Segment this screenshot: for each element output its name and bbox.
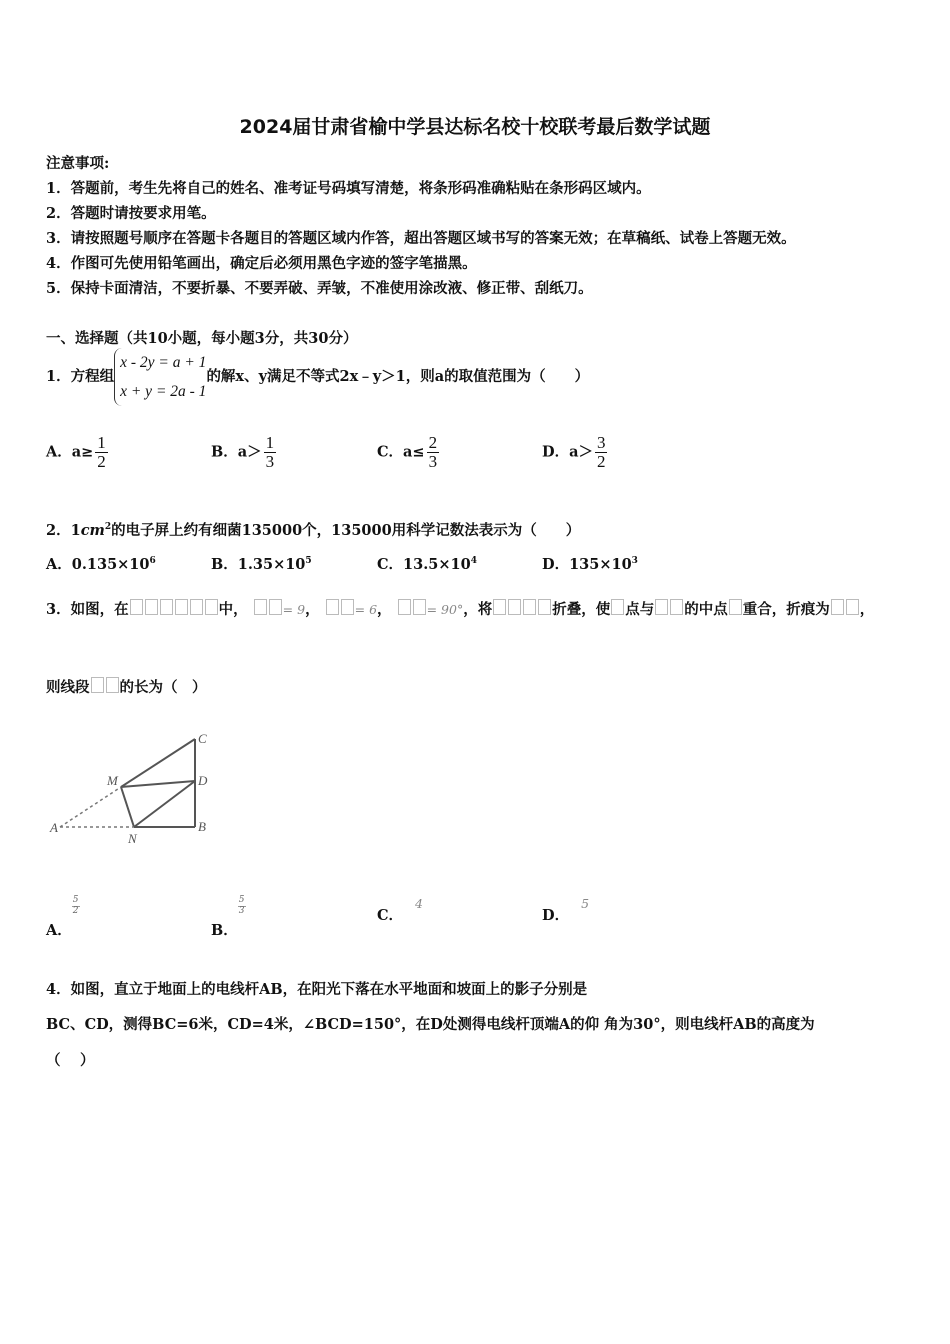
label-d: D — [198, 773, 208, 788]
denominator: 2 — [97, 451, 106, 471]
q3-option-a — [46, 896, 80, 940]
missing-glyph — [493, 599, 506, 615]
numerator: 3 — [596, 433, 606, 452]
denominator: 3 — [428, 451, 438, 471]
q3-text: 点与 — [625, 601, 655, 618]
notice-item: 3．请按照题号顺序在答题卡各题目的答题区域内作答，超出答题区域书写的答案无效；在草稿纸、试卷上答题无效。 — [46, 230, 796, 247]
exponent: 4 — [470, 556, 477, 566]
question-4-line3: （ ） — [46, 1052, 95, 1069]
missing-glyph — [341, 599, 354, 615]
notice-item: 1．答题前，考生先将自己的姓名、准考证号码填写清楚，将条形码准确粘贴在条形码区域内。 — [46, 180, 651, 197]
unit: cm — [80, 522, 105, 539]
segment-md — [121, 781, 195, 787]
option-label: C．13.5×10 — [377, 556, 471, 573]
segment-mc — [121, 739, 195, 787]
q2-option-d — [542, 553, 638, 574]
question-4: 4．如图，直立于地面上的电线杆AB，在阳光下落在水平地面和坡面上的影子分别是 — [46, 981, 588, 998]
fraction — [264, 434, 277, 471]
exponent: 5 — [305, 556, 312, 566]
missing-glyph — [523, 599, 536, 615]
q1-option-b — [211, 434, 276, 471]
q3-text: 3．如图，在 — [46, 601, 129, 618]
q3-option-d — [542, 896, 589, 925]
q3-text: 重合，折痕为 — [742, 601, 830, 618]
option-label: D．a＞ — [542, 443, 593, 461]
fraction — [427, 434, 440, 471]
section-heading: 一、选择题（共10小题，每小题3分，共30分） — [46, 330, 358, 347]
q3-option-c — [377, 896, 423, 925]
missing-glyph — [413, 599, 426, 615]
notice-item: 4．作图可先使用铅笔画出，确定后必须用黑色字迹的签字笔描黑。 — [46, 255, 477, 272]
notice-heading: 注意事项: — [46, 155, 110, 172]
missing-glyph — [611, 599, 624, 615]
question-1 — [46, 348, 589, 406]
equation-1: x - 2y = a + 1 — [120, 354, 207, 371]
missing-glyph — [145, 599, 158, 615]
missing-glyph — [538, 599, 551, 615]
numerator: 2 — [428, 433, 438, 452]
question-3-line2 — [46, 676, 207, 697]
denominator: 3 — [238, 905, 245, 916]
option-label: A．a≥ — [46, 443, 94, 461]
equation-system — [114, 348, 206, 406]
missing-glyph — [175, 599, 188, 615]
math-value: = 90° — [426, 602, 464, 617]
math-value: = 9 — [282, 602, 306, 617]
missing-glyph — [398, 599, 411, 615]
denominator: 2 — [596, 451, 606, 471]
notice-item: 5．保持卡面清洁，不要折暴、不要弄破、弄皱，不准使用涂改液、修正带、刮纸刀。 — [46, 280, 593, 297]
missing-glyph — [130, 599, 143, 615]
fraction — [72, 896, 80, 917]
missing-glyph — [729, 599, 742, 615]
label-n: N — [128, 831, 137, 846]
label-m: M — [107, 773, 118, 788]
missing-glyph — [670, 599, 683, 615]
label-c: C — [198, 731, 207, 746]
label-b: B — [198, 819, 206, 834]
missing-glyph — [269, 599, 282, 615]
missing-glyph — [326, 599, 339, 615]
q3-text: 的中点 — [684, 601, 728, 618]
missing-glyph — [160, 599, 173, 615]
segment-am — [60, 787, 121, 827]
question-2 — [46, 519, 580, 540]
triangle-figure — [44, 725, 224, 850]
q2-option-c — [377, 553, 477, 574]
missing-glyph — [254, 599, 267, 615]
q2-prefix: 2．1 — [46, 522, 81, 539]
q3-text: 的长为（ ） — [119, 679, 207, 696]
missing-glyph — [508, 599, 521, 615]
math-value: = 6 — [354, 602, 378, 617]
numerator: 1 — [97, 433, 106, 452]
q1-suffix: 的解x、y满足不等式2x﹣y＞1，则a的取值范围为（ ） — [206, 368, 590, 385]
option-label: C．a≤ — [377, 443, 425, 461]
missing-glyph — [831, 599, 844, 615]
segment-mn — [121, 787, 134, 827]
denominator: 2 — [72, 905, 79, 916]
option-label: B．a＞ — [211, 443, 262, 461]
option-label: B． — [211, 921, 238, 939]
numerator: 5 — [238, 895, 245, 905]
equation-2: x + y = 2a - 1 — [120, 383, 207, 400]
q3-text: 中， — [218, 601, 248, 618]
page-title: 2024届甘肃省榆中学县达标名校十校联考最后数学试题 — [239, 116, 711, 138]
option-label: A． — [46, 921, 72, 939]
question-4-line2: BC、CD，测得BC=6米，CD=4米，∠BCD=150°，在D处测得电线杆顶端A的仰 角为30°，则电线杆AB的高度为 — [46, 1016, 815, 1033]
denominator: 3 — [265, 451, 275, 471]
option-value: 4 — [415, 896, 423, 911]
label-a: A — [50, 820, 58, 835]
unit-exponent: 2 — [104, 522, 112, 532]
option-label: B．1.35×10 — [211, 556, 306, 573]
q1-option-a — [46, 434, 108, 471]
option-label: C． — [377, 907, 404, 924]
option-label: A．0.135×10 — [46, 556, 150, 573]
segment-nd — [134, 781, 195, 827]
option-label: D．135×10 — [542, 556, 632, 573]
missing-glyph — [91, 677, 104, 693]
numerator: 1 — [265, 433, 275, 452]
missing-glyph — [190, 599, 203, 615]
q2-option-a — [46, 553, 156, 574]
numerator: 5 — [72, 895, 79, 905]
q3-text: 则线段 — [46, 679, 90, 696]
q1-option-c — [377, 434, 439, 471]
q1-option-d — [542, 434, 607, 471]
fraction — [95, 434, 108, 471]
fraction — [595, 434, 608, 471]
missing-glyph — [106, 677, 119, 693]
q3-option-b — [211, 896, 246, 940]
exponent: 3 — [631, 556, 638, 566]
missing-glyph — [655, 599, 668, 615]
exponent: 6 — [149, 556, 156, 566]
q1-prefix: 1．方程组 — [46, 368, 115, 385]
missing-glyph — [205, 599, 218, 615]
fraction — [238, 896, 246, 917]
q3-text: ，将 — [463, 601, 493, 618]
q2-option-b — [211, 553, 312, 574]
notice-item: 2．答题时请按要求用笔。 — [46, 205, 216, 222]
q2-text: 的电子屏上约有细菌135000个，135000用科学记数法表示为（ ） — [111, 522, 581, 539]
question-3: 3．如图，在 中， = 9， = 6， = 90°，将 折叠，使 点与 的中点 重合，折痕为 ， — [46, 601, 875, 618]
option-label: D． — [542, 907, 570, 924]
option-value: 5 — [581, 896, 590, 911]
q3-text: 折叠，使 — [552, 601, 611, 618]
missing-glyph — [846, 599, 859, 615]
